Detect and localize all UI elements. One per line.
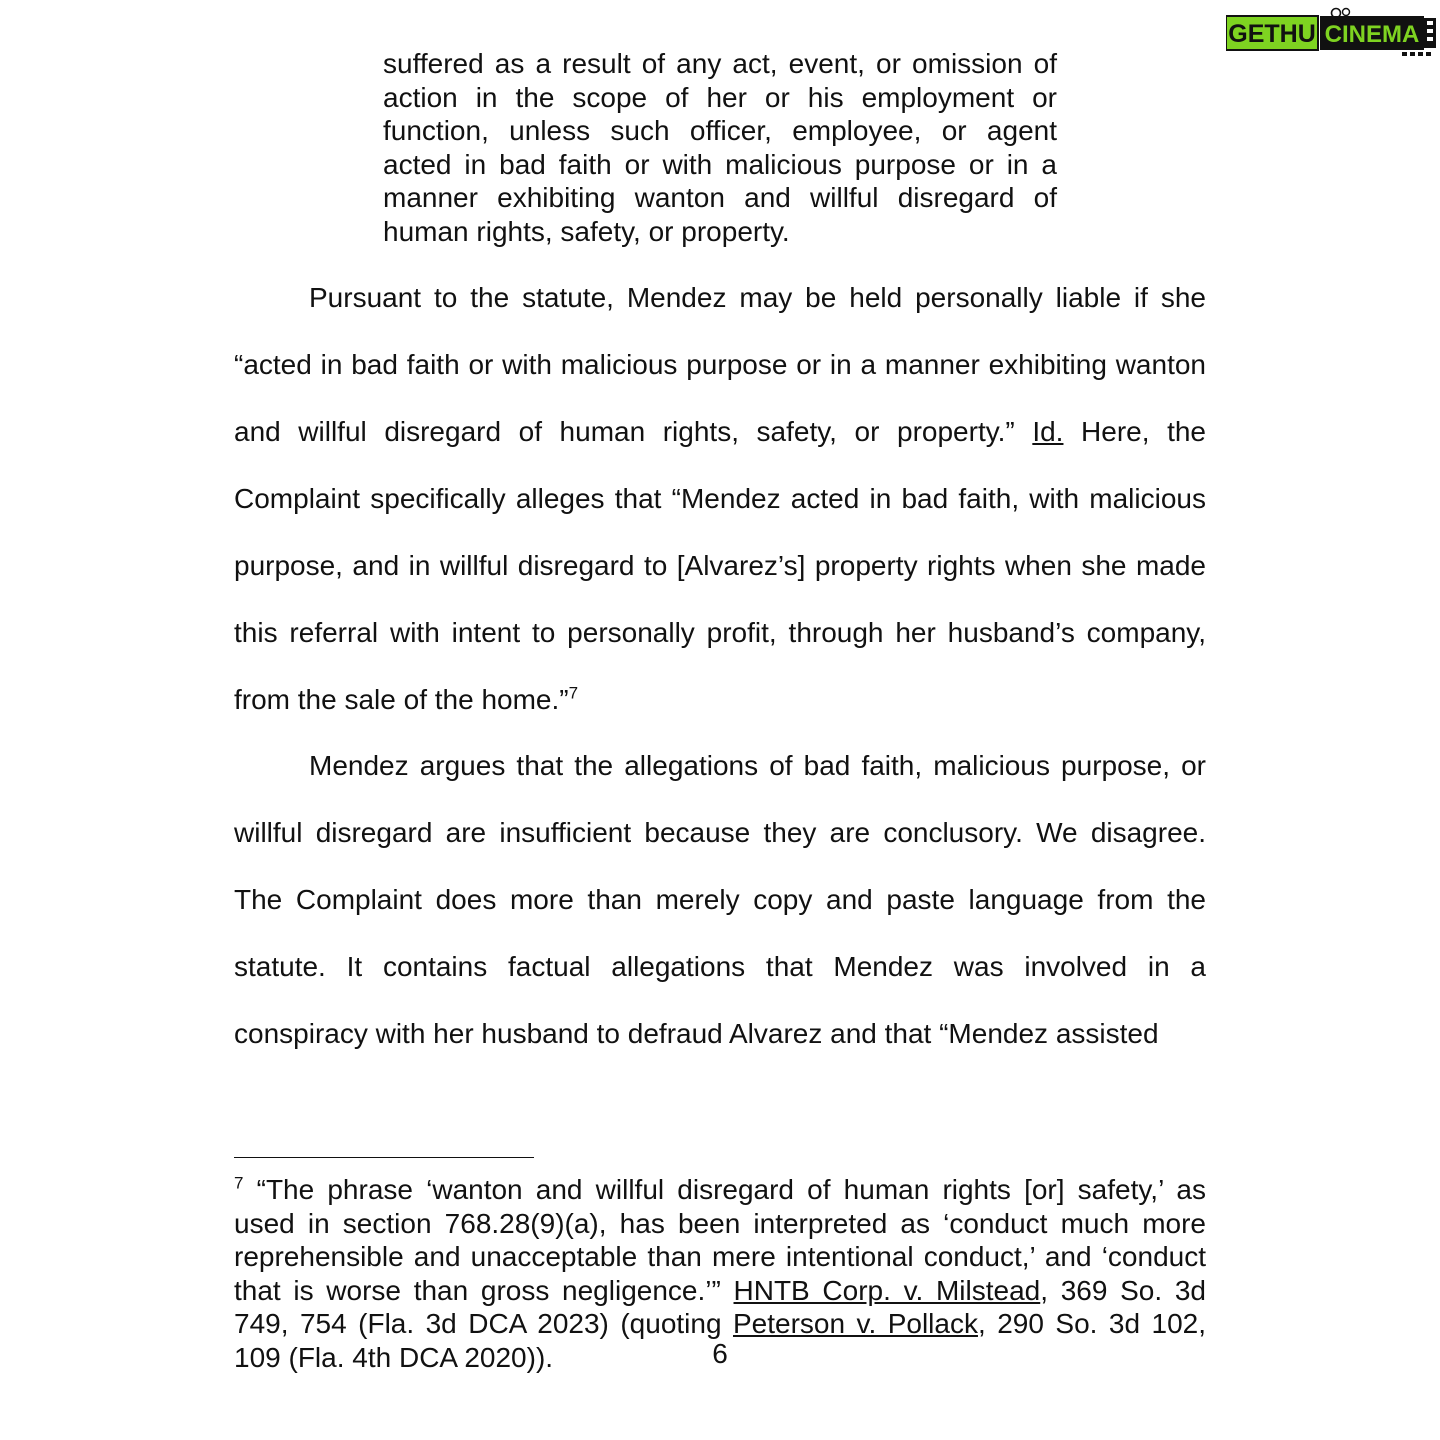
logo-graphic [1226, 6, 1438, 58]
para1-text-a: Pursuant to the statute, Mendez may be held personally liable if she “acted in bad faith or with malicious purpose or in a manner exhibiting wanton and willful disregard of human rights, safety, or property.” [234, 282, 1206, 447]
footnote-number: 7 [234, 1173, 244, 1193]
body-paragraph-2: Mendez argues that the allegations of bad faith, malicious purpose, or willful disregard are insufficient because they are conclusory. We disagree. The Complaint does more than merely copy and paste language from the statute. It contains factual allegations that Mendez was involved in a conspiracy with her husband to defraud Alvarez and that “Mendez assisted [234, 750, 1206, 1049]
statute-block-quote: suffered as a result of any act, event, or omission of action in the scope of her or his employment or function, unless such officer, employee, or agent acted in bad faith or with malicious purpose or in a manner exhibiting wanton and willful disregard of human rights, safety, or property. [383, 48, 1057, 247]
citation-id: Id. [1032, 416, 1064, 447]
footnote-text-c: , 290 So. 3d 102, 109 (Fla. 4th DCA 2020)). [234, 1308, 1206, 1373]
body-paragraph-1 [234, 264, 1206, 733]
logo-text-gethu: GETHU [1228, 20, 1316, 48]
logo-text-cinema: CINEMA [1324, 21, 1420, 48]
gethu-cinema-logo [1226, 6, 1438, 58]
footnote-reference[interactable]: 7 [568, 683, 579, 703]
case-citation-hntb: HNTB Corp. v. Milstead [733, 1274, 1041, 1306]
page-number: 6 [712, 1338, 728, 1369]
footnote-separator [234, 1157, 534, 1158]
case-citation-peterson: Peterson v. Pollack [733, 1308, 978, 1339]
para1-text-b: Here, the Complaint specifically alleges that “Mendez acted in bad faith, with malicious purpose, and in willful disregard to [Alvarez’s] property rights when she made this referral with intent to personally profit, through her husband’s company, from the sale of the home.” [234, 416, 1207, 715]
footnote-text-b: , 369 So. 3d 749, 754 (Fla. 3d DCA 2023) (quoting [234, 1274, 1206, 1339]
film-reel-icon-small [1343, 9, 1350, 16]
footnote-text-a: “The phrase ‘wanton and willful disregard of human rights [or] safety,’ as used in section 768.28(9)(a), has been interpreted as ‘conduct much more reprehensible and unacceptable than mere intentional conduct,’ and ‘conduct that is worse than gross negligence.’” [234, 1174, 1206, 1306]
